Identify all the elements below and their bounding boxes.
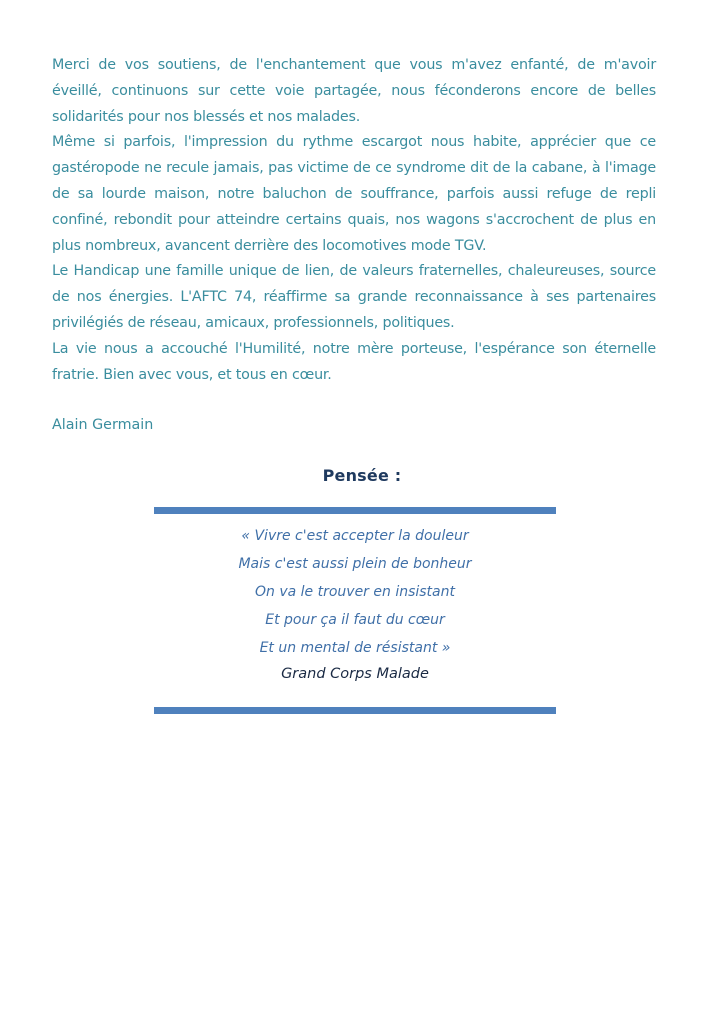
letter-paragraph-3: Le Handicap une famille unique de lien, de valeurs fraternelles, chaleureuses, source de nos énergies. L'AFTC 74, réaffirme sa grande reconnaissance à ses partenaires privilégiés de réseau, amicaux, professionnels, politiques.: [52, 263, 656, 331]
poem-line-2: Mais c'est aussi plein de bonheur: [238, 556, 472, 572]
top-divider: [154, 507, 556, 514]
poem: [154, 522, 556, 662]
letter-body: [52, 53, 656, 388]
poem-line-5: Et un mental de résistant »: [259, 640, 451, 656]
poem-author: Grand Corps Malade: [281, 666, 429, 682]
pensee-title: Pensée :: [322, 466, 402, 485]
poem-line-3: On va le trouver en insistant: [254, 584, 455, 600]
signature: Alain Germain: [52, 417, 154, 433]
letter-paragraph-4: La vie nous a accouché l'Humilité, notre mère porteuse, l'espérance son éternelle fratrie. Bien avec vous, et tous en cœur.: [52, 340, 656, 383]
poem-line-1: « Vivre c'est accepter la douleur: [241, 528, 469, 544]
poem-line-4: Et pour ça il faut du cœur: [265, 612, 445, 628]
bottom-divider: [154, 707, 556, 714]
letter-paragraph-2: Même si parfois, l'impression du rythme escargot nous habite, apprécier que ce gastéropode ne recule jamais, pas victime de ce syndrome dit de la cabane, à l'image de sa lourde maison, notre baluchon de souffrance, parfois aussi refuge de repli confiné, rebondit pour atteindre certains quais, nos wagons s'accrochent de plus en plus nombreux, avancent derrière des locomotives mode TGV.: [52, 134, 656, 254]
letter-paragraph-1: Merci de vos soutiens, de l'enchantement que vous m'avez enfanté, de m'avoir éveillé, continuons sur cette voie partagée, nous féconderons encore de belles solidarités pour nos blessés et nos malades.: [52, 57, 656, 125]
